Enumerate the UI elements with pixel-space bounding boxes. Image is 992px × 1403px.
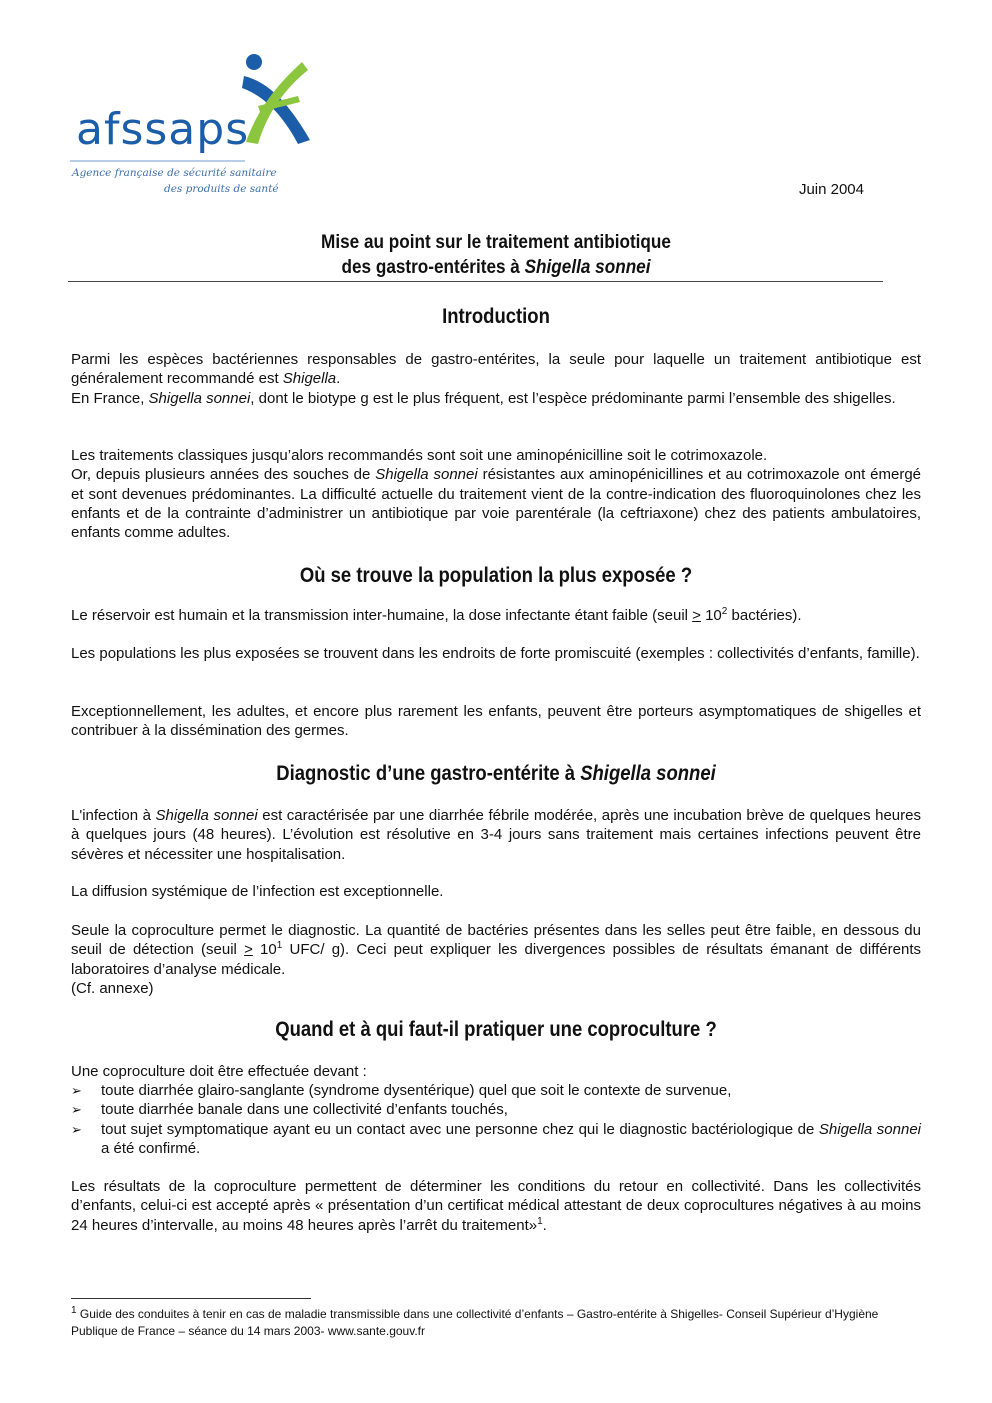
population-p1-exp: 2 xyxy=(721,606,728,617)
intro-p4-italic: Shigella sonnei xyxy=(375,466,478,484)
list-item-text: tout sujet symptomatique ayant eu un contact avec une personne chez qui le diagnostic bactériologique de xyxy=(101,1120,819,1138)
intro-p1-italic: Shigella xyxy=(282,370,337,388)
heading-diagnostic xyxy=(121,762,871,786)
logo-figure-icon xyxy=(238,52,318,148)
diagnostic-paragraph-1 xyxy=(71,806,921,864)
population-p1-text: Le réservoir est humain et la transmission inter-humaine, la dose infectante étant faible (seuil xyxy=(71,607,693,624)
heading-population: Où se trouve la population la plus exposée ? xyxy=(299,564,693,587)
intro-p2-end: , dont le biotype g est le plus fréquent, est l’espèce prédominante parmi l’ensemble des shigelles. xyxy=(250,389,896,407)
document-date: Juin 2004 xyxy=(798,181,864,198)
footnote-rule xyxy=(71,1298,311,1299)
intro-p2-text: En France, xyxy=(71,389,149,407)
list-item xyxy=(71,1120,921,1159)
arrow-bullet-icon: ➢ xyxy=(71,1083,82,1098)
title-line-2-text: des gastro-entérites à xyxy=(341,256,525,278)
title-underline xyxy=(68,281,883,282)
diagnostic-paragraph-3 xyxy=(71,921,921,998)
coproculture-list xyxy=(71,1081,921,1158)
list-item xyxy=(71,1081,921,1100)
population-paragraph-2: Les populations les plus exposées se trouvent dans les endroits de forte promiscuité (exemples : collectivités d’enfants, famille). xyxy=(71,645,920,662)
heading-coproculture: Quand et à qui faut-il pratiquer une coproculture ? xyxy=(275,1018,717,1041)
diagnostic-paragraph-2: La diffusion systémique de l’infection est exceptionnelle. xyxy=(71,883,444,900)
arrow-bullet-icon: ➢ xyxy=(71,1121,82,1137)
intro-paragraph-2 xyxy=(71,446,921,542)
footnote xyxy=(71,1306,923,1340)
list-item-italic: Shigella sonnei xyxy=(818,1120,921,1138)
intro-p2-italic: Shigella sonnei xyxy=(148,389,251,407)
intro-p4-text: Or, depuis plusieurs années des souches de xyxy=(71,466,376,484)
heading-diagnostic-text: Diagnostic d’une gastro-entérite à xyxy=(276,762,581,785)
afssaps-logo xyxy=(70,52,330,202)
diagnostic-p3-num: 10 xyxy=(252,941,277,959)
diagnostic-p4-text: (Cf. annexe) xyxy=(71,979,154,997)
diagnostic-p3-ge: > xyxy=(244,941,253,959)
coproculture-p-end: . xyxy=(542,1216,547,1234)
logo-divider xyxy=(70,160,245,162)
list-item-text: toute diarrhée banale dans une collectivité d’enfants touchés, xyxy=(101,1101,508,1119)
diagnostic-p1-italic: Shigella sonnei xyxy=(155,807,258,824)
arrow-bullet-icon: ➢ xyxy=(71,1102,82,1118)
logo-subtitle-1: Agence française de sécurité sanitaire xyxy=(72,167,277,179)
diagnostic-p1-end: est caractérisée par une diarrhée fébrile modérée, après une incubation brève de quelques heures à quelques jours (48 heures). L’évolution est résolutive en 3-4 jours sans traitement mais certaines infections peuvent être sévères et nécessiter une hospitalisation. xyxy=(71,807,921,863)
title-line-2-italic: Shigella sonnei xyxy=(524,256,651,278)
document-title xyxy=(121,230,871,280)
intro-p3-text: Les traitements classiques jusqu’alors recommandés sont soit une aminopénicilline soit le cotrimoxazole. xyxy=(71,447,768,464)
intro-p1-end: . xyxy=(336,370,341,388)
population-p1-num: 10 xyxy=(700,607,722,624)
logo-subtitle-2: des produits de santé xyxy=(164,183,279,195)
intro-p1-text: Parmi les espèces bactériennes responsables de gastro-entérites, la seule pour laquelle un traitement antibiotique est généralement recommandé est xyxy=(71,351,921,388)
population-p1-ge: > xyxy=(692,607,701,624)
population-p1-end: bactéries). xyxy=(727,607,802,624)
title-line-1: Mise au point sur le traitement antibiotique xyxy=(321,231,671,253)
heading-diagnostic-italic: Shigella sonnei xyxy=(580,762,716,785)
title-line-2 xyxy=(121,255,871,280)
list-item-end: a été confirmé. xyxy=(101,1139,201,1157)
footnote-text: Guide des conduites à tenir en cas de maladie transmissible dans une collectivité d’enfants – Gastro-entérite à Shigelles- Conseil Supérieur d’Hygiène Publique de France – séance du 14 mars 2003- www.sante.gouv.fr xyxy=(71,1307,879,1338)
coproculture-intro: Une coproculture doit être effectuée devant : xyxy=(71,1063,367,1080)
list-item-text: toute diarrhée glairo-sanglante (syndrome dysentérique) quel que soit le contexte de survenue, xyxy=(101,1082,732,1099)
population-paragraph-1 xyxy=(71,606,921,625)
logo-wordmark: afssaps xyxy=(76,104,250,155)
diagnostic-p3-exp: 1 xyxy=(276,940,283,952)
coproculture-paragraph xyxy=(71,1177,921,1235)
footnote-ref: 1 xyxy=(537,1215,543,1227)
list-item xyxy=(71,1100,921,1119)
population-paragraph-3: Exceptionnellement, les adultes, et encore plus rarement les enfants, peuvent être porteurs asymptomatiques de shigelles et contribuer à la dissémination des germes. xyxy=(71,703,921,740)
intro-p4-end: résistantes aux aminopénicillines et au cotrimoxazole ont émergé et sont devenues prédominantes. La difficulté actuelle du traitement vient de la contre-indication des fluoroquinolones chez les enfants et de la contrainte d’administrer un antibiotique par voie parentérale (la ceftriaxone) chez des patients ambulatoires, enfants comme adultes. xyxy=(71,466,922,542)
footnote-number: 1 xyxy=(71,1305,77,1316)
coproculture-p-text: Les résultats de la coproculture permettent de déterminer les conditions du retour en collectivité. Dans les collectivités d’enfants, celui-ci est accepté après « présentation d’un certificat médical attestant de deux coprocultures négatives à au moins 24 heures d’intervalle, au moins 48 heures après l’arrêt du traitement» xyxy=(71,1178,921,1234)
intro-paragraph-1 xyxy=(71,350,921,408)
heading-introduction: Introduction xyxy=(442,305,550,328)
diagnostic-p3-end: UFC/ g). Ceci peut expliquer les divergences possibles de résultats émanant de différents laboratoires d’analyse médicale. xyxy=(71,941,921,978)
diagnostic-p3-text: Seule la coproculture permet le diagnostic. La quantité de bactéries présentes dans les selles peut être faible, en dessous du seuil de détection (seuil xyxy=(71,922,921,959)
diagnostic-p1-text: L'infection à xyxy=(71,807,156,824)
